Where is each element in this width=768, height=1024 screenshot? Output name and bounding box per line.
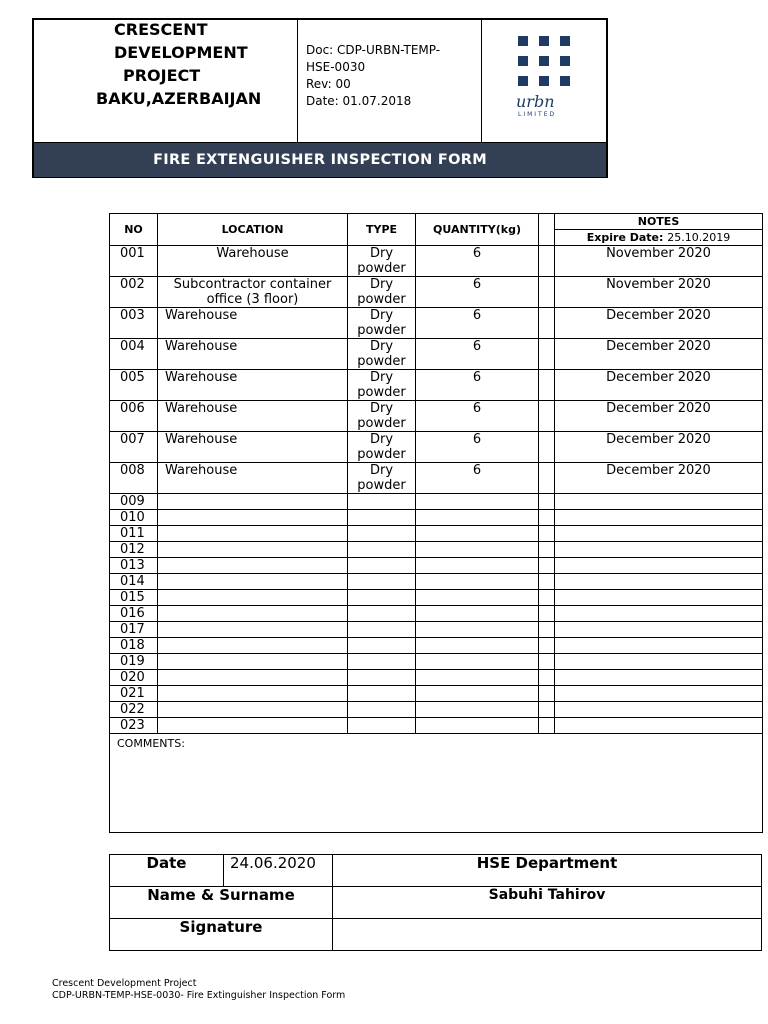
row-spacer: [539, 432, 555, 463]
row-spacer: [539, 574, 555, 590]
logo-wordmark: urbn: [516, 92, 555, 111]
row-notes[interactable]: [555, 702, 763, 718]
expire-date-label: Expire Date:: [586, 231, 664, 244]
row-type[interactable]: [348, 558, 416, 574]
row-notes: November 2020: [555, 277, 763, 308]
table-row: [110, 702, 763, 718]
row-number[interactable]: 022: [110, 702, 158, 718]
date-label: Date: [110, 855, 224, 887]
row-type[interactable]: [348, 494, 416, 510]
logo-square-icon: [518, 36, 528, 46]
row-type: Dry powder: [348, 277, 416, 308]
row-type[interactable]: [348, 622, 416, 638]
row-quantity[interactable]: [416, 542, 539, 558]
row-location[interactable]: [158, 542, 348, 558]
row-location[interactable]: [158, 622, 348, 638]
row-notes[interactable]: [555, 622, 763, 638]
row-number: 004: [110, 339, 158, 370]
row-number[interactable]: 010: [110, 510, 158, 526]
row-type: Dry powder: [348, 308, 416, 339]
row-quantity: 6: [416, 463, 539, 494]
row-quantity: 6: [416, 308, 539, 339]
notes-label: NOTES: [555, 214, 762, 230]
row-quantity[interactable]: [416, 686, 539, 702]
company-line-4: BAKU,AZERBAIJAN: [96, 89, 262, 108]
table-row: [110, 718, 763, 734]
row-number: 005: [110, 370, 158, 401]
signature-field[interactable]: [333, 919, 762, 951]
row-type[interactable]: [348, 638, 416, 654]
row-location: Warehouse: [158, 339, 348, 370]
row-number[interactable]: 021: [110, 686, 158, 702]
expire-date-line: [555, 230, 762, 246]
table-row: [110, 277, 763, 308]
row-spacer: [539, 558, 555, 574]
table-row: [110, 526, 763, 542]
row-notes[interactable]: [555, 718, 763, 734]
table-row: [110, 510, 763, 526]
row-notes: December 2020: [555, 463, 763, 494]
row-location[interactable]: [158, 558, 348, 574]
logo-subtext: LIMITED: [518, 111, 557, 118]
row-notes[interactable]: [555, 494, 763, 510]
row-quantity: 6: [416, 246, 539, 277]
column-header-quantity: QUANTITY(kg): [416, 214, 539, 246]
row-spacer: [539, 638, 555, 654]
row-location[interactable]: [158, 638, 348, 654]
row-type[interactable]: [348, 526, 416, 542]
row-spacer: [539, 463, 555, 494]
row-location: Warehouse: [158, 308, 348, 339]
document-info-block: [298, 20, 482, 142]
row-spacer: [539, 654, 555, 670]
row-number[interactable]: 014: [110, 574, 158, 590]
page-footer: [52, 978, 345, 1002]
row-notes[interactable]: [555, 654, 763, 670]
row-location[interactable]: [158, 510, 348, 526]
row-number[interactable]: 012: [110, 542, 158, 558]
row-notes[interactable]: [555, 542, 763, 558]
row-number[interactable]: 013: [110, 558, 158, 574]
row-spacer: [539, 526, 555, 542]
column-header-no: NO: [110, 214, 158, 246]
row-number: 001: [110, 246, 158, 277]
row-notes[interactable]: [555, 686, 763, 702]
row-location[interactable]: [158, 590, 348, 606]
row-spacer: [539, 308, 555, 339]
row-number[interactable]: 023: [110, 718, 158, 734]
row-number: 003: [110, 308, 158, 339]
row-quantity[interactable]: [416, 590, 539, 606]
signature-table: [109, 854, 762, 951]
row-notes: December 2020: [555, 432, 763, 463]
table-row: [110, 558, 763, 574]
table-row: [110, 339, 763, 370]
table-row: [110, 638, 763, 654]
row-type: Dry powder: [348, 246, 416, 277]
row-notes[interactable]: [555, 574, 763, 590]
row-location[interactable]: [158, 718, 348, 734]
company-line-3: PROJECT: [123, 66, 201, 85]
row-number[interactable]: 020: [110, 670, 158, 686]
company-name-block: [34, 20, 298, 142]
document-header: [32, 18, 608, 178]
row-notes: November 2020: [555, 246, 763, 277]
table-row: [110, 574, 763, 590]
table-row: [110, 463, 763, 494]
signature-label: Signature: [110, 919, 333, 951]
table-row: [110, 686, 763, 702]
row-location: Warehouse: [158, 246, 348, 277]
row-quantity: 6: [416, 277, 539, 308]
row-location: Warehouse: [158, 432, 348, 463]
row-quantity[interactable]: [416, 638, 539, 654]
logo-square-icon: [518, 56, 528, 66]
row-spacer: [539, 246, 555, 277]
logo-square-icon: [539, 76, 549, 86]
column-spacer: [539, 214, 555, 246]
row-location[interactable]: [158, 654, 348, 670]
comments-cell[interactable]: [110, 734, 763, 833]
footer-document-ref: CDP-URBN-TEMP-HSE-0030- Fire Extinguisher Inspection Form: [52, 990, 346, 1001]
row-number: 002: [110, 277, 158, 308]
row-location: Subcontractor container office (3 floor): [158, 277, 348, 308]
row-location: Warehouse: [158, 401, 348, 432]
footer-project-name: Crescent Development Project: [52, 978, 197, 989]
row-location[interactable]: [158, 670, 348, 686]
row-type[interactable]: [348, 686, 416, 702]
logo-square-icon: [518, 76, 528, 86]
row-type[interactable]: [348, 654, 416, 670]
expire-date-value: 25.10.2019: [667, 231, 731, 244]
company-line-1: CRESCENT: [114, 20, 208, 39]
table-row: [110, 308, 763, 339]
row-number: 008: [110, 463, 158, 494]
row-notes[interactable]: [555, 526, 763, 542]
date-value: 24.06.2020: [224, 855, 333, 887]
logo-square-icon: [560, 76, 570, 86]
row-number[interactable]: 015: [110, 590, 158, 606]
table-body: [110, 246, 763, 734]
row-spacer: [539, 702, 555, 718]
row-spacer: [539, 718, 555, 734]
row-number: 006: [110, 401, 158, 432]
row-location[interactable]: [158, 574, 348, 590]
revision: Rev: 00: [306, 77, 351, 91]
table-row: [110, 494, 763, 510]
name-surname-value: Sabuhi Tahirov: [333, 887, 762, 919]
row-number[interactable]: 018: [110, 638, 158, 654]
row-quantity[interactable]: [416, 558, 539, 574]
row-location: Warehouse: [158, 370, 348, 401]
table-row: [110, 654, 763, 670]
row-notes: December 2020: [555, 401, 763, 432]
table-row: [110, 590, 763, 606]
row-quantity[interactable]: [416, 494, 539, 510]
table-row: [110, 670, 763, 686]
row-spacer: [539, 542, 555, 558]
row-location: Warehouse: [158, 463, 348, 494]
row-type: Dry powder: [348, 463, 416, 494]
row-spacer: [539, 339, 555, 370]
row-notes: December 2020: [555, 370, 763, 401]
row-quantity[interactable]: [416, 670, 539, 686]
doc-date: Date: 01.07.2018: [306, 94, 412, 108]
row-quantity[interactable]: [416, 654, 539, 670]
row-number[interactable]: 019: [110, 654, 158, 670]
row-type[interactable]: [348, 574, 416, 590]
comments-label: COMMENTS:: [117, 737, 185, 750]
table-row: [110, 542, 763, 558]
row-spacer: [539, 401, 555, 432]
row-type[interactable]: [348, 702, 416, 718]
logo-square-icon: [560, 36, 570, 46]
column-header-type: TYPE: [348, 214, 416, 246]
row-location[interactable]: [158, 702, 348, 718]
row-quantity: 6: [416, 370, 539, 401]
row-spacer: [539, 686, 555, 702]
table-row: [110, 246, 763, 277]
row-quantity[interactable]: [416, 718, 539, 734]
row-quantity[interactable]: [416, 510, 539, 526]
row-location[interactable]: [158, 526, 348, 542]
row-notes[interactable]: [555, 638, 763, 654]
doc-number-line-2: HSE-0030: [306, 60, 366, 74]
row-spacer: [539, 510, 555, 526]
row-notes[interactable]: [555, 558, 763, 574]
row-quantity[interactable]: [416, 526, 539, 542]
urbn-logo: [482, 20, 608, 142]
row-type: Dry powder: [348, 401, 416, 432]
row-quantity[interactable]: [416, 606, 539, 622]
logo-square-icon: [539, 56, 549, 66]
row-type[interactable]: [348, 542, 416, 558]
row-number[interactable]: 016: [110, 606, 158, 622]
row-location[interactable]: [158, 494, 348, 510]
row-type: Dry powder: [348, 339, 416, 370]
row-location[interactable]: [158, 686, 348, 702]
row-type[interactable]: [348, 670, 416, 686]
table-row: [110, 370, 763, 401]
row-type[interactable]: [348, 590, 416, 606]
row-notes: December 2020: [555, 308, 763, 339]
logo-square-icon: [560, 56, 570, 66]
row-quantity[interactable]: [416, 622, 539, 638]
logo-square-icon: [539, 36, 549, 46]
row-quantity: 6: [416, 401, 539, 432]
row-number[interactable]: 017: [110, 622, 158, 638]
row-quantity: 6: [416, 339, 539, 370]
column-header-location: LOCATION: [158, 214, 348, 246]
doc-number-line-1: Doc: CDP-URBN-TEMP-: [306, 43, 441, 57]
row-notes[interactable]: [555, 606, 763, 622]
row-type[interactable]: [348, 606, 416, 622]
row-location[interactable]: [158, 606, 348, 622]
row-notes: December 2020: [555, 339, 763, 370]
company-line-2: DEVELOPMENT: [114, 43, 248, 62]
row-quantity[interactable]: [416, 702, 539, 718]
row-notes[interactable]: [555, 590, 763, 606]
row-spacer: [539, 494, 555, 510]
inspection-table: [109, 213, 763, 833]
row-notes[interactable]: [555, 510, 763, 526]
name-surname-label: Name & Surname: [110, 887, 333, 919]
table-row: [110, 606, 763, 622]
row-type[interactable]: [348, 510, 416, 526]
row-type: Dry powder: [348, 370, 416, 401]
table-row: [110, 401, 763, 432]
row-spacer: [539, 622, 555, 638]
table-row: [110, 622, 763, 638]
row-notes[interactable]: [555, 670, 763, 686]
table-row: [110, 432, 763, 463]
row-spacer: [539, 606, 555, 622]
row-quantity[interactable]: [416, 574, 539, 590]
row-number: 007: [110, 432, 158, 463]
department-name: HSE Department: [333, 855, 762, 887]
column-header-notes: [555, 214, 763, 246]
row-quantity: 6: [416, 432, 539, 463]
row-number[interactable]: 011: [110, 526, 158, 542]
row-spacer: [539, 670, 555, 686]
row-spacer: [539, 590, 555, 606]
row-type: Dry powder: [348, 432, 416, 463]
row-type[interactable]: [348, 718, 416, 734]
row-spacer: [539, 277, 555, 308]
row-spacer: [539, 370, 555, 401]
row-number[interactable]: 009: [110, 494, 158, 510]
form-title: FIRE EXTENGUISHER INSPECTION FORM: [34, 142, 606, 177]
